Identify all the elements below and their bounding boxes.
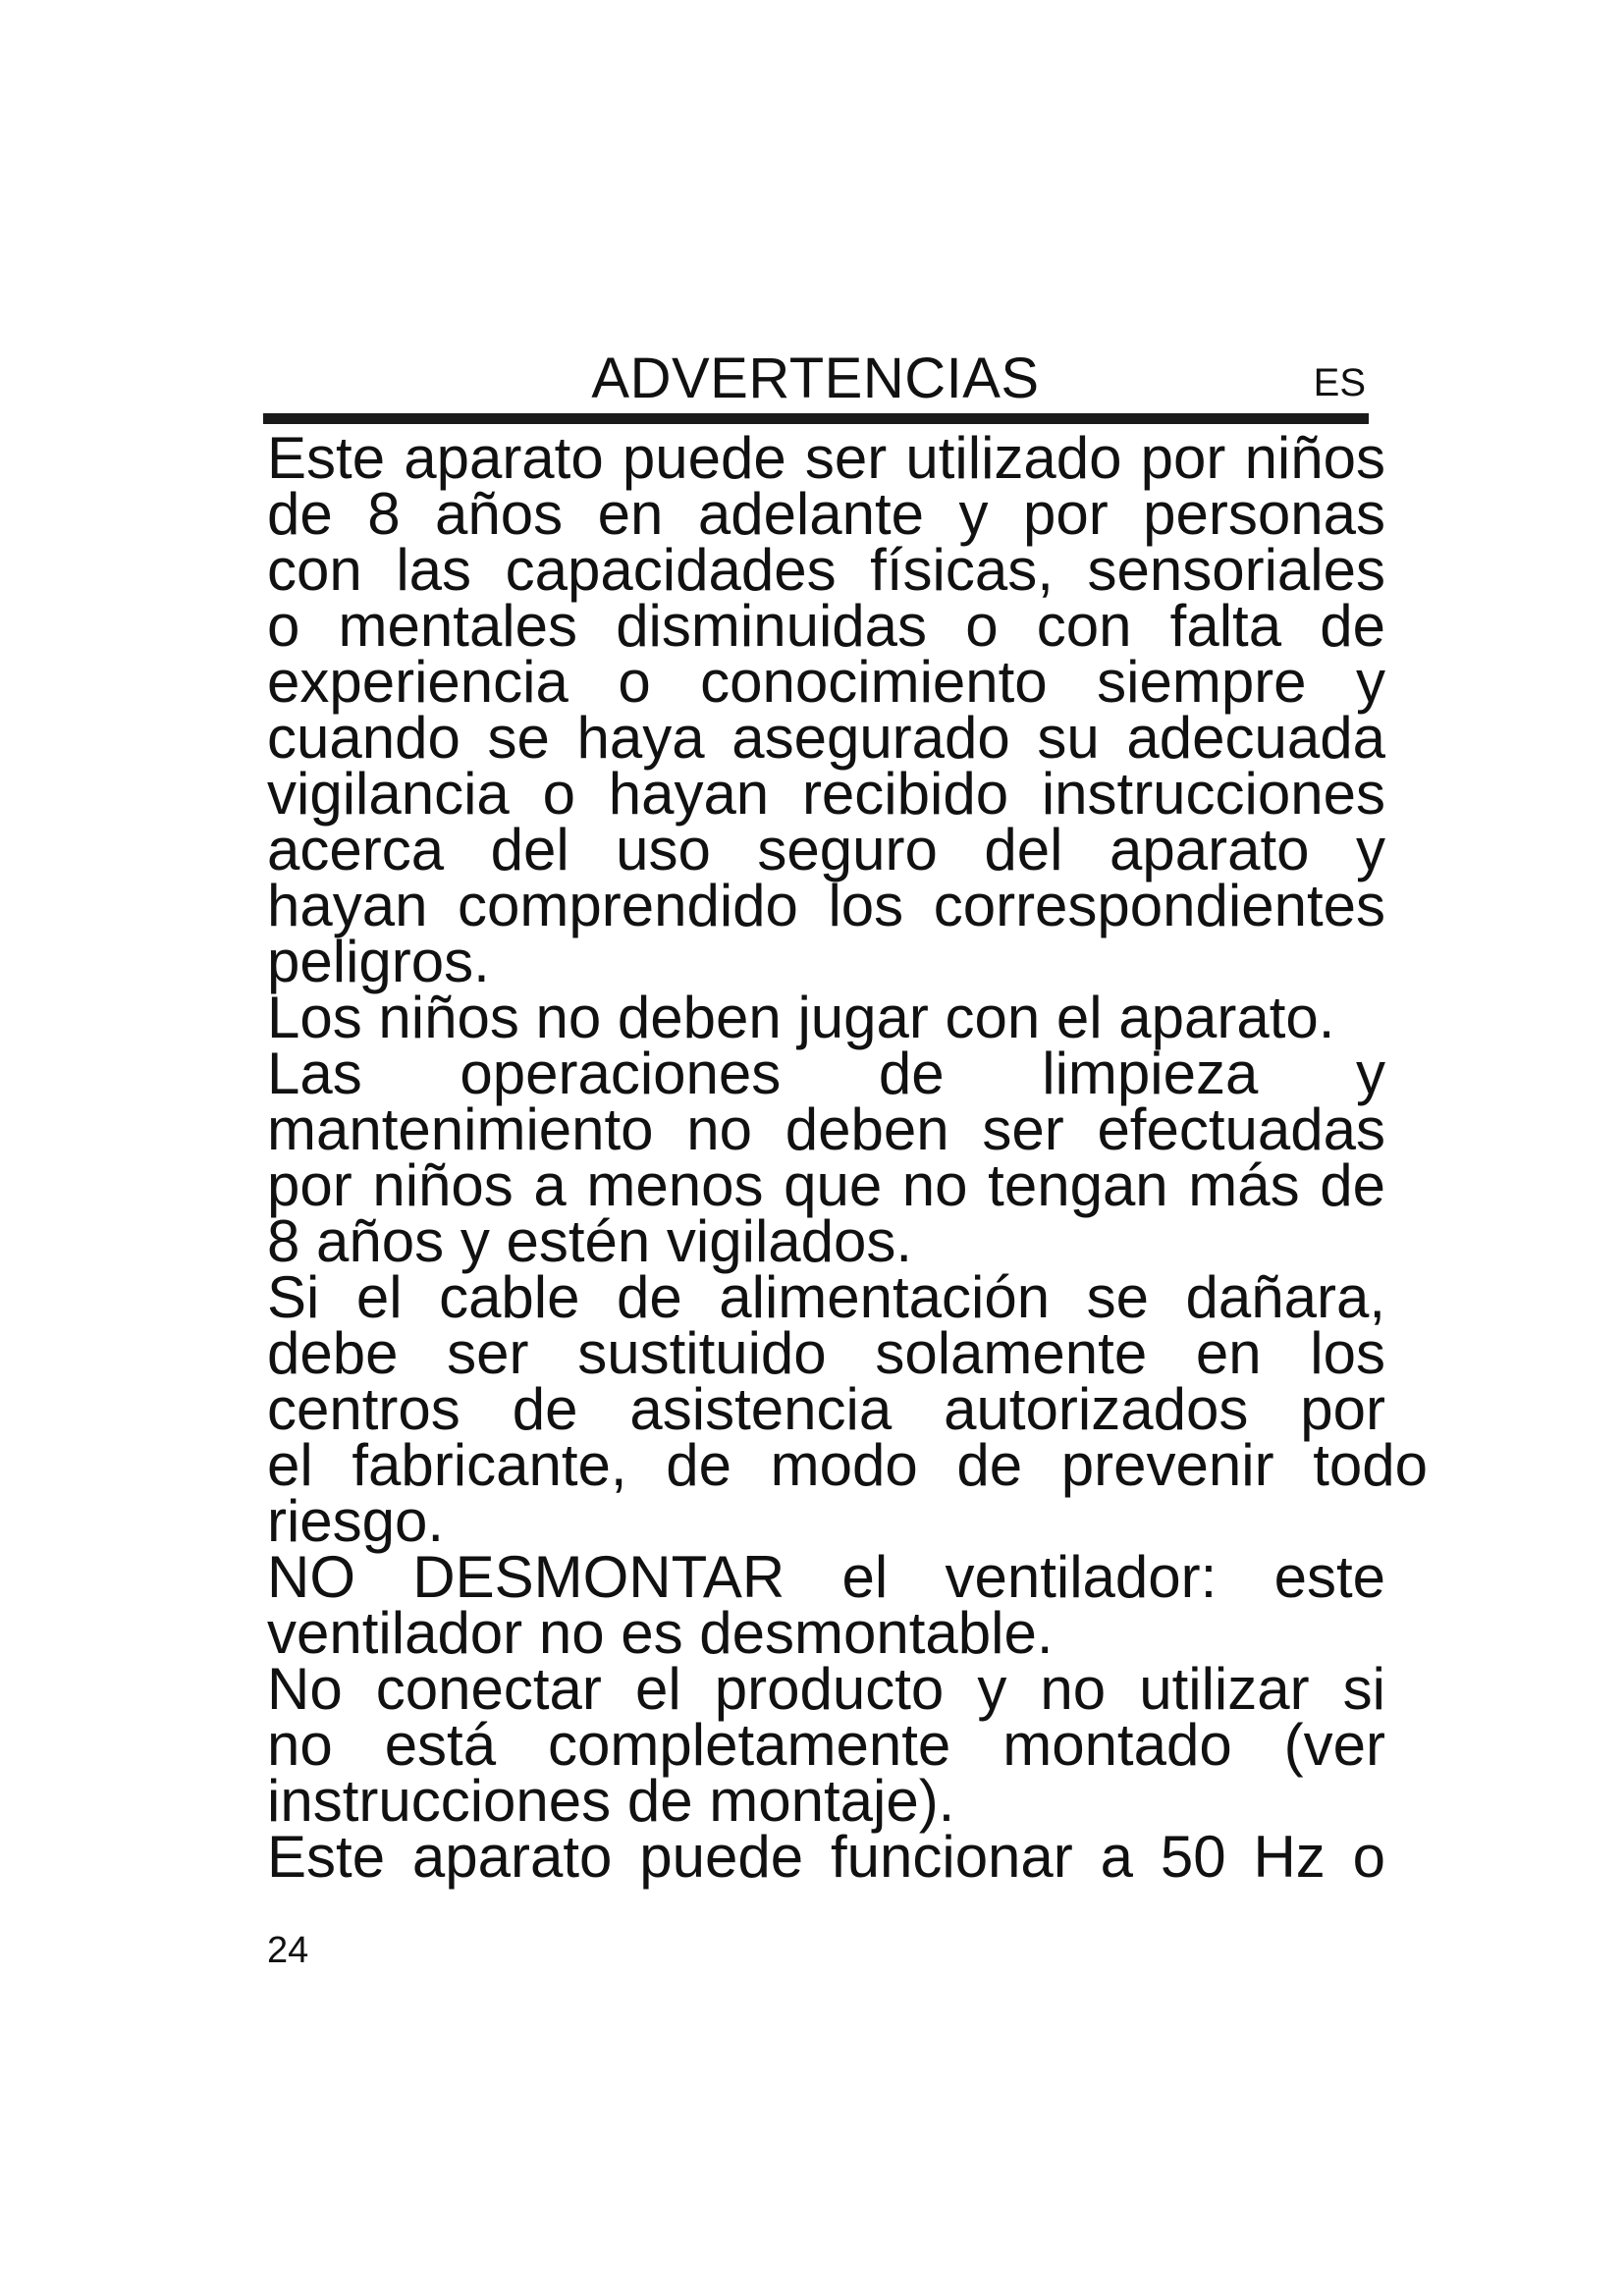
text-line: por niños a menos que no tengan más de [267, 1152, 1385, 1218]
text-line: 8 años y estén vigilados. [267, 1208, 913, 1274]
text-line: de 8 años en adelante y por personas [267, 481, 1385, 547]
text-line: el fabricante, de modo de prevenir todo [267, 1432, 1428, 1498]
text-line: hayan comprendido los correspondientes [267, 873, 1385, 938]
page-number: 24 [267, 1930, 309, 1971]
text-line: debe ser sustituido solamente en los [267, 1320, 1385, 1386]
text-line: mantenimiento no deben ser efectuadas [267, 1096, 1385, 1162]
language-code: ES [1313, 361, 1366, 404]
text-line: cuando se haya asegurado su adecuada [267, 705, 1385, 771]
text-line: NO DESMONTAR el ventilador: este [267, 1544, 1385, 1610]
text-line: con las capacidades físicas, sensoriales [267, 537, 1385, 603]
warnings-text [267, 425, 1428, 1890]
page-title: ADVERTENCIAS [591, 347, 1040, 410]
header-divider [263, 413, 1369, 424]
text-line: ventilador no es desmontable. [267, 1600, 1054, 1666]
text-line: no está completamente montado (ver [267, 1712, 1385, 1778]
text-line: peligros. [267, 929, 490, 994]
text-line: centros de asistencia autorizados por [267, 1376, 1385, 1442]
page-header [265, 347, 1366, 410]
text-line: Si el cable de alimentación se dañara, [267, 1264, 1385, 1330]
text-line: o mentales disminuidas o con falta de [267, 593, 1385, 659]
text-line: Este aparato puede ser utilizado por niños [267, 425, 1385, 491]
text-line: acerca del uso seguro del aparato y [267, 817, 1385, 882]
text-line: No conectar el producto y no utilizar si [267, 1656, 1385, 1722]
text-line: Las operaciones de limpieza y [267, 1041, 1385, 1106]
text-line: experiencia o conocimiento siempre y [267, 649, 1385, 715]
text-line: vigilancia o hayan recibido instrucciones [267, 761, 1385, 827]
text-line: riesgo. [267, 1488, 445, 1554]
text-line: Los niños no deben jugar con el aparato. [267, 985, 1335, 1050]
text-line: instrucciones de montaje). [267, 1768, 955, 1834]
text-line: Este aparato puede funcionar a 50 Hz o [267, 1824, 1385, 1890]
